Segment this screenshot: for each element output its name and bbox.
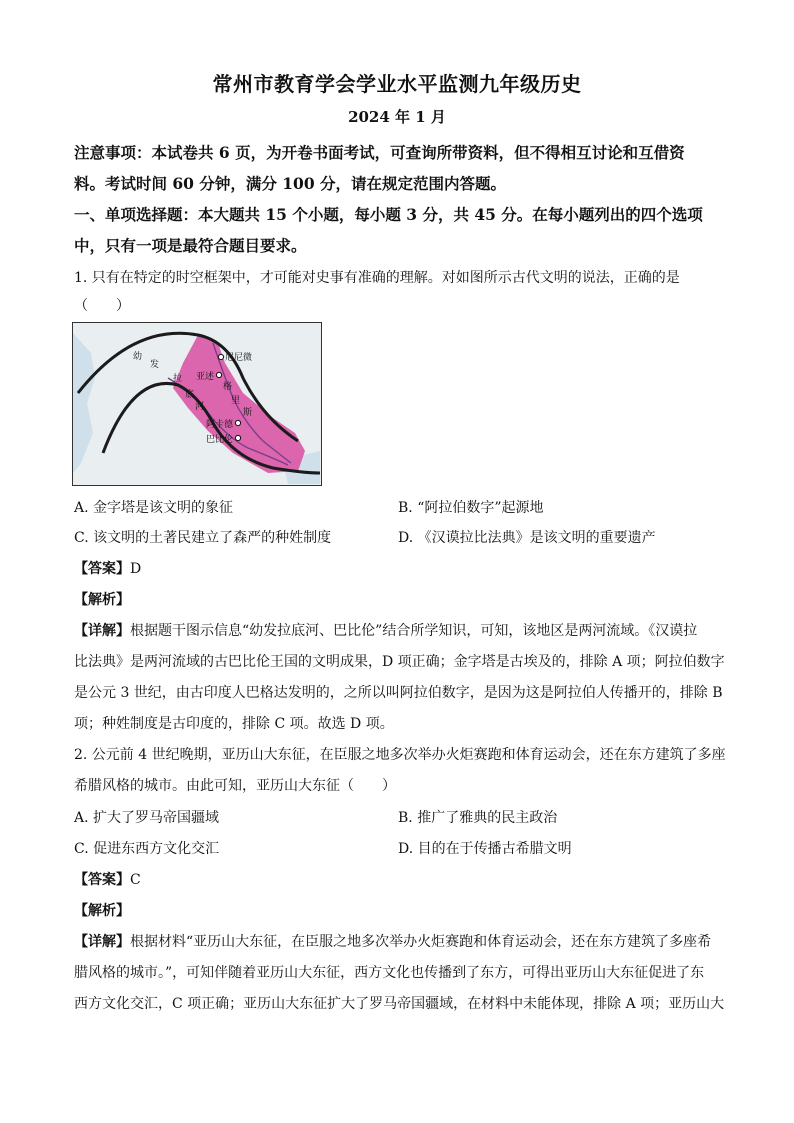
q1-option-d: D. 《汉谟拉比法典》是该文明的重要遗产 [398,530,656,546]
q2-answer-tag: 【答案】 [74,872,130,888]
q2-detail-text-1: 根据材料“亚历山大东征，在臣服之地多次举办火炬赛跑和体育运动会，还在东方建筑了多座希 [130,934,712,950]
exam-date: 2024 年 1 月 [348,108,446,126]
q1-detail-tag: 【详解】 [74,623,130,639]
q1-stem-line-2: （ ） [74,298,130,314]
q1-detail-line-2: 比法典》是两河流域的古巴比伦王国的文明成果，D 项正确；金字塔是古埃及的，排除 A 项；阿拉伯数字 [74,654,725,670]
label-river-8: 斯 [243,408,253,418]
q1-answer-tag: 【答案】 [74,561,130,577]
q2-detail-line-3: 西方文化交汇，C 项正确；亚历山大东征扩大了罗马帝国疆域，在材料中未能体现，排除 A 项；亚历山大 [74,996,725,1012]
q2-answer-value: C [130,872,141,888]
q1-answer-value: D [130,561,142,577]
notice-line-2: 料。考试时间 60 分钟，满分 100 分，请在规定范围内答题。 [74,174,507,193]
label-nineveh: 尼尼微 [225,353,253,363]
q1-option-c: C. 该文明的土著民建立了森严的种姓制度 [74,530,332,546]
label-river-4: 底 [185,390,195,400]
q2-option-b: B. 推广了雅典的民主政治 [398,810,558,826]
label-assur: 亚述 [196,372,215,382]
section-heading-1: 一、单项选择题：本大题共 15 个小题，每小题 3 分，共 45 分。在每小题列出的四个选项 [74,205,703,224]
q2-detail-line-2: 腊风格的城市。”，可知伴随着亚历山大东征，西方文化也传播到了东方，可得出亚历山大东征促进了东 [74,965,705,981]
label-river-5: 河 [195,402,205,412]
label-akkad: 阿卡德 [206,420,234,430]
q2-stem-line-2: 希腊风格的城市。由此可知，亚历山大东征（ ） [74,778,396,794]
label-babylon: 巴比伦 [206,435,234,445]
q1-stem-line-1: 1. 只有在特定的时空框架中，才可能对史事有准确的理解。对如图所示古代文明的说法，正确的是 [74,270,680,286]
q2-option-d: D. 目的在于传播古希腊文明 [398,841,572,857]
q2-option-a: A. 扩大了罗马帝国疆域 [74,810,220,826]
section-heading-2: 中，只有一项是最符合题目要求。 [74,236,307,255]
q1-option-a: A. 金字塔是该文明的象征 [74,500,234,516]
notice-line-1: 注意事项：本试卷共 6 页，为开卷书面考试，可查询所带资料，但不得相互讨论和互借资 [74,143,685,162]
map-figure [73,323,320,484]
q2-detail-line-1 [74,931,734,951]
q2-option-c: C. 促进东西方文化交汇 [74,841,220,857]
q2-answer [74,869,734,889]
label-river-3: 拉 [173,374,183,384]
label-river-1: 幼 [133,352,143,362]
label-river-6: 格 [223,382,233,392]
q1-detail-line-3: 是公元 3 世纪，由古印度人巴格达发明的，之所以叫阿拉伯数字，是因为这是阿拉伯人传播开的，排除 B [74,685,723,701]
q2-detail-tag: 【详解】 [74,934,130,950]
label-river-2: 发 [150,360,160,370]
assur-marker [216,372,221,377]
q1-detail-text-1: 根据题干图示信息“幼发拉底河、巴比伦”结合所学知识，可知，该地区是两河流域。《汉谟拉 [130,623,698,639]
label-river-7: 里 [231,396,241,406]
q1-answer [74,558,734,578]
q1-detail-line-4: 项；种姓制度是古印度的，排除 C 项。故选 D 项。 [74,716,394,732]
babylon-marker [235,435,240,440]
q2-stem-line-1: 2. 公元前 4 世纪晚期，亚历山大东征，在臣服之地多次举办火炬赛跑和体育运动会，还在东方建筑了多座 [74,747,726,763]
mesopotamia-map [72,322,322,486]
q1-option-b: B. “阿拉伯数字”起源地 [398,500,544,516]
q1-analysis-tag: 【解析】 [74,592,130,608]
q2-analysis-tag: 【解析】 [74,903,130,919]
nineveh-marker [218,354,223,359]
page-title: 常州市教育学会学业水平监测九年级历史 [212,72,582,96]
q1-detail-line-1 [74,620,734,640]
akkad-marker [235,420,240,425]
